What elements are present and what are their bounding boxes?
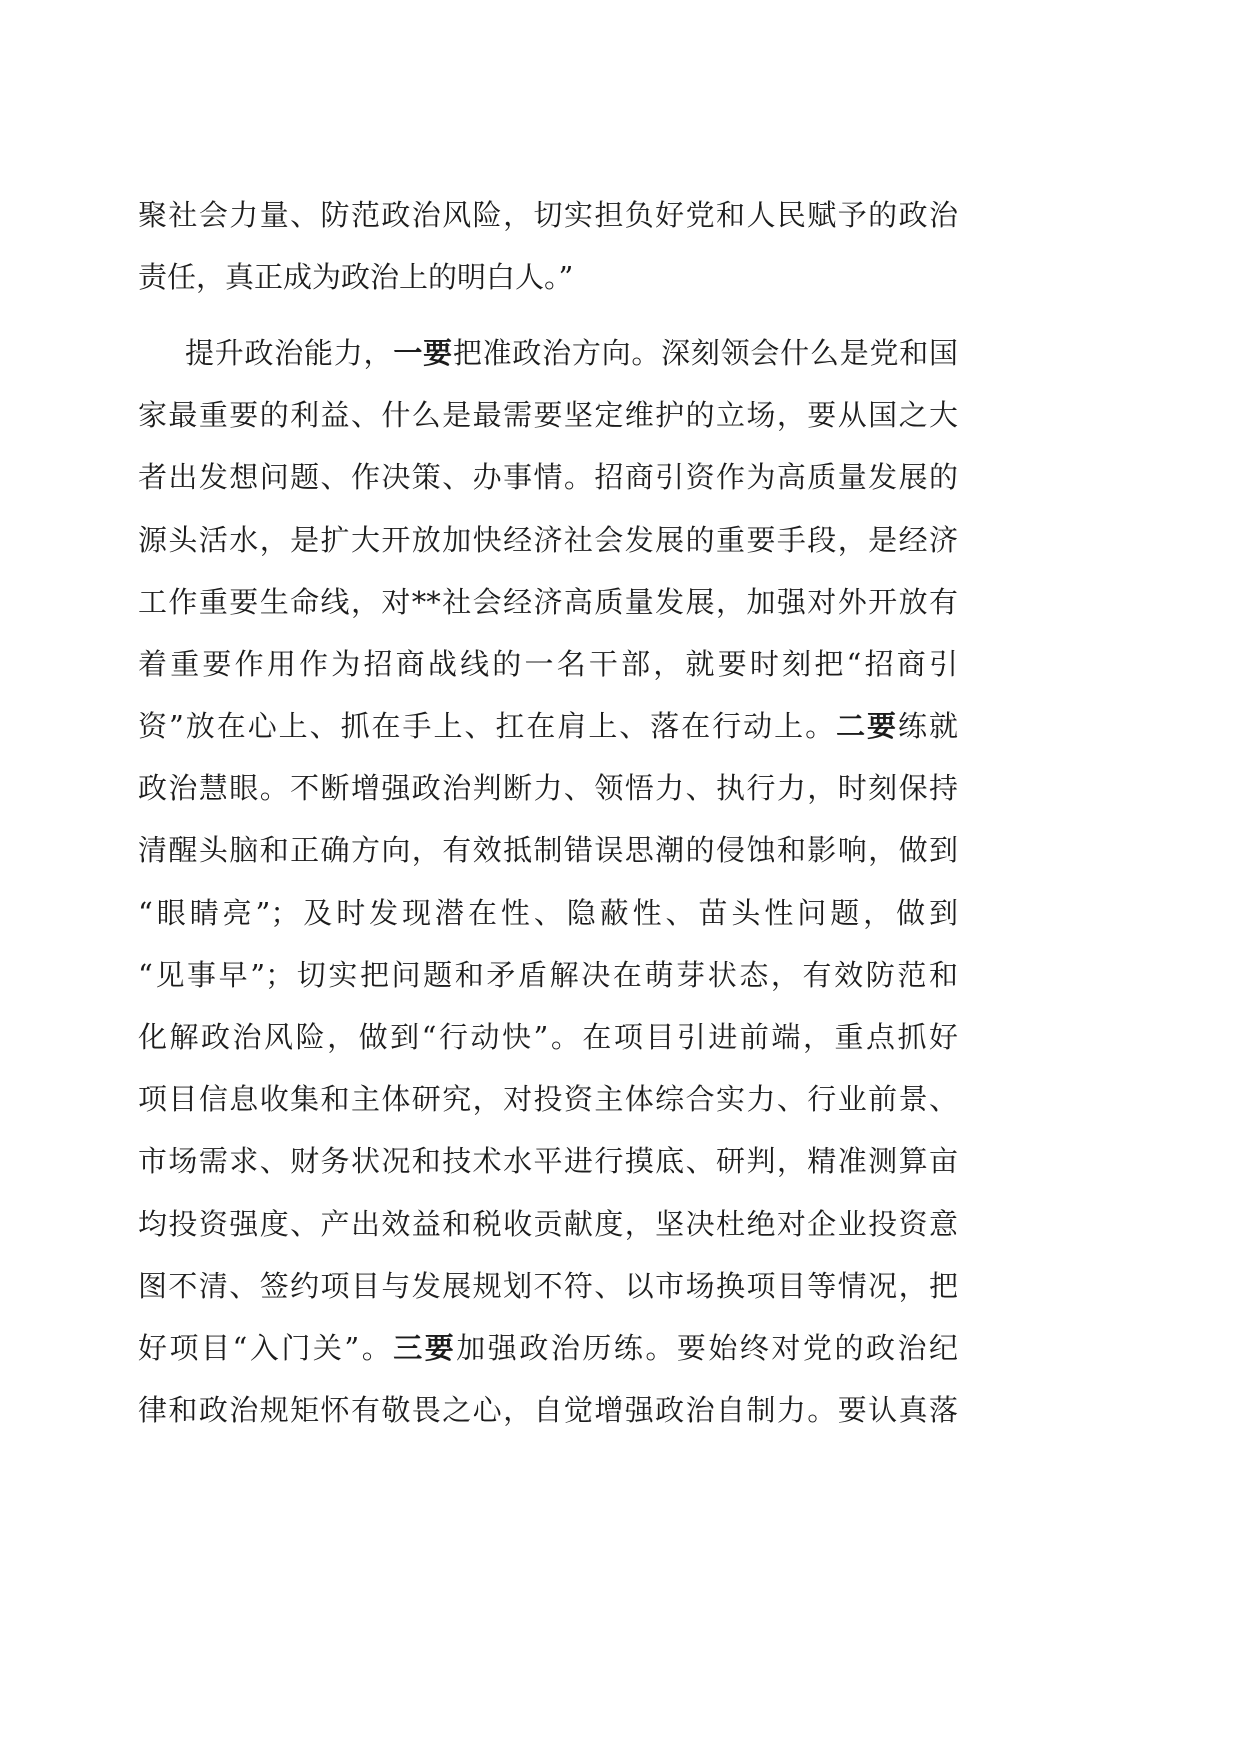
text-segment: 提升政治能力， xyxy=(185,335,394,370)
document-page xyxy=(138,184,958,1455)
text-line xyxy=(138,695,958,757)
text-line: 工作重要生命线，对**社会经济高质量发展，加强对外开放有 xyxy=(138,584,958,619)
text-line: 项目信息收集和主体研究，对投资主体综合实力、行业前景、 xyxy=(138,1082,958,1117)
text-line: 市场需求、财务状况和技术水平进行摸底、研判，精准测算亩 xyxy=(138,1144,958,1179)
text-line: 责任，真正成为政治上的明白人。” xyxy=(138,260,574,295)
bold-keyword: 三要 xyxy=(393,1330,457,1365)
text-line: 着重要作用作为招商战线的一名干部，就要时刻把“招商引 xyxy=(138,646,958,681)
text-line xyxy=(138,322,958,384)
text-segment: 加强政治历练。要始终对党的政治纪 xyxy=(456,1330,958,1365)
text-segment: 把准政治方向。深刻领会什么是党和国 xyxy=(452,335,958,370)
text-line: 清醒头脑和正确方向，有效抵制错误思潮的侵蚀和影响，做到 xyxy=(138,833,958,868)
text-line: 律和政治规矩怀有敬畏之心，自觉增强政治自制力。要认真落 xyxy=(138,1393,958,1428)
text-segment: 资”放在心上、抓在手上、扛在肩上、落在行动上。 xyxy=(138,709,837,744)
text-line: 源头活水，是扩大开放加快经济社会发展的重要手段，是经济 xyxy=(138,522,958,557)
text-line: 化解政治风险，做到“行动快”。在项目引进前端，重点抓好 xyxy=(138,1020,958,1055)
text-line: “见事早”；切实把问题和矛盾解决在萌芽状态，有效防范和 xyxy=(138,957,958,992)
text-line: 者出发想问题、作决策、办事情。招商引资作为高质量发展的 xyxy=(138,460,958,495)
paragraph xyxy=(138,322,958,1441)
text-line: “眼睛亮”；及时发现潜在性、隐蔽性、苗头性问题，做到 xyxy=(138,895,958,930)
text-segment: 练就 xyxy=(898,709,958,744)
text-line: 均投资强度、产出效益和税收贡献度，坚决杜绝对企业投资意 xyxy=(138,1206,958,1241)
text-line: 聚社会力量、防范政治风险，切实担负好党和人民赋予的政治 xyxy=(138,198,958,232)
text-line: 政治慧眼。不断增强政治判断力、领悟力、执行力，时刻保持 xyxy=(138,771,958,806)
text-line: 家最重要的利益、什么是最需要坚定维护的立场，要从国之大 xyxy=(138,398,958,433)
text-segment: 好项目“入门关”。 xyxy=(138,1330,394,1365)
bold-keyword: 一要 xyxy=(393,335,453,370)
paragraph xyxy=(138,184,958,308)
text-line: 图不清、签约项目与发展规划不符、以市场换项目等情况，把 xyxy=(138,1268,958,1303)
bold-keyword: 二要 xyxy=(836,709,899,744)
text-line xyxy=(138,1317,958,1379)
